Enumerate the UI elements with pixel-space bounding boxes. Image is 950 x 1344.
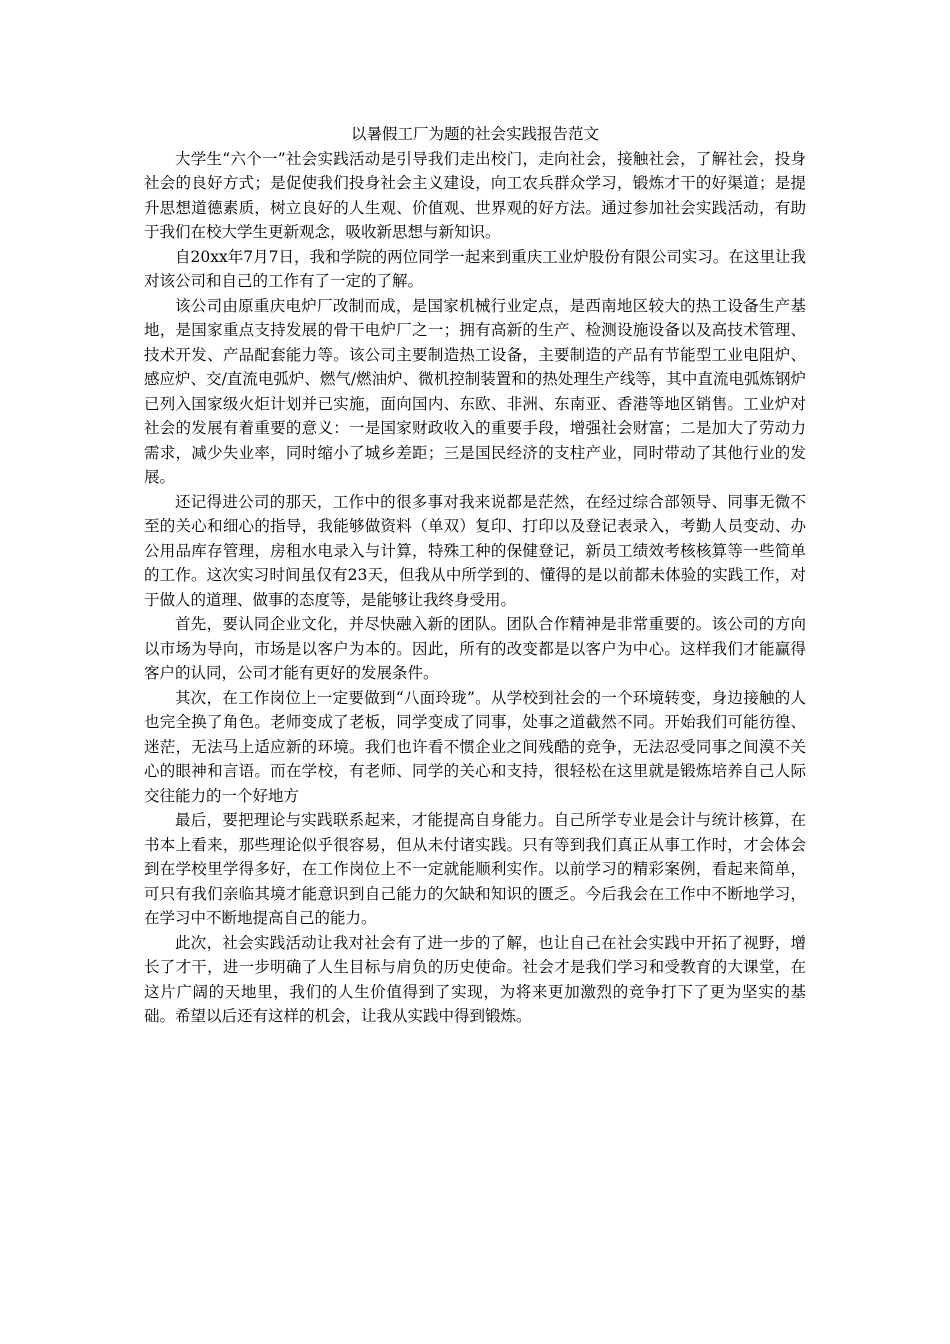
paragraph-2: 自20xx年7月7日，我和学院的两位同学一起来到重庆工业炉股份有限公司实习。在这里让我对该公司和自己的工作有了一定的了解。 (144, 247, 806, 290)
paragraph-5: 首先，要认同企业文化，并尽快融入新的团队。团队合作精神是非常重要的。该公司的方向以市场为导向，市场是以客户为本的。因此，所有的改变都是以客户为中心。这样我们才能赢得客户的认同，公司才能有更好的发展条件。 (144, 615, 806, 682)
paragraph-3: 该公司由原重庆电炉厂改制而成，是国家机械行业定点，是西南地区较大的热工设备生产基地，是国家重点支持发展的骨干电炉厂之一；拥有高新的生产、检测设施设备以及高技术管理、技术开发、产品配套能力等。该公司主要制造热工设备，主要制造的产品有节能型工业电阻炉、感应炉、交/直流电弧炉、燃气/燃油炉、微机控制装置和的热处理生产线等，其中直流电弧炼钢炉已列入国家级火炬计划并已实施，面向国内、东欧、非洲、东南亚、香港等地区销售。工业炉对社会的发展有着重要的意义：一是国家财政收入的重要手段，增强社会财富；二是加大了劳动力需求，减少失业率，同时缩小了城乡差距；三是国民经济的支柱产业，同时带动了其他行业的发展。 (144, 296, 806, 486)
document-page (144, 122, 806, 1029)
paragraph-7: 最后，要把理论与实践联系起来，才能提高自身能力。自己所学专业是会计与统计核算，在书本上看来，那些理论似乎很容易，但从未付诸实践。只有等到我们真正从事工作时，才会体会到在学校里学得多好，在工作岗位上不一定就能顺利实作。以前学习的精彩案例，看起来简单，可只有我们亲临其境才能意识到自己能力的欠缺和知识的匮乏。今后我会在工作中不断地学习，在学习中不断地提高自己的能力。 (144, 811, 806, 927)
document-title: 以暑假工厂为题的社会实践报告范文 (350, 125, 599, 143)
paragraph-4: 还记得进公司的那天，工作中的很多事对我来说都是茫然，在经过综合部领导、同事无微不至的关心和细心的指导，我能够做资料（单双）复印、打印以及登记表录入，考勤人员变动、办公用品库存管理，房租水电录入与计算，特殊工种的保健登记，新员工绩效考核核算等一些简单的工作。这次实习时间虽仅有23天，但我从中所学到的、懂得的是以前都未体验的实践工作，对于做人的道理、做事的态度等，是能够让我终身受用。 (144, 492, 806, 609)
paragraph-1: 大学生“六个一”社会实践活动是引导我们走出校门，走向社会，接触社会，了解社会，投身社会的良好方式；是促使我们投身社会主义建设，向工农兵群众学习，锻炼才干的好渠道；是提升思想道德素质，树立良好的人生观、价值观、世界观的好方法。通过参加社会实践活动，有助于我们在校大学生更新观念，吸收新思想与新知识。 (144, 149, 806, 241)
paragraph-6: 其次，在工作岗位上一定要做到“八面玲珑”。从学校到社会的一个环境转变，身边接触的人也完全换了角色。老师变成了老板，同学变成了同事，处事之道截然不同。开始我们可能彷徨、迷茫，无法马上适应新的环境。我们也许看不惯企业之间残酷的竞争，无法忍受同事之间漠不关心的眼神和言语。而在学校，有老师、同学的关心和支持，很轻松在这里就是锻炼培养自己人际交往能力的一个好地方 (144, 688, 806, 805)
paragraph-8: 此次，社会实践活动让我对社会有了进一步的了解，也让自己在社会实践中开拓了视野，增长了才干，进一步明确了人生目标与肩负的历史使命。社会才是我们学习和受教育的大课堂，在这片广阔的天地里，我们的人生价值得到了实现，为将来更加激烈的竞争打下了更为坚实的基础。希望以后还有这样的机会，让我从实践中得到锻炼。 (144, 933, 806, 1025)
